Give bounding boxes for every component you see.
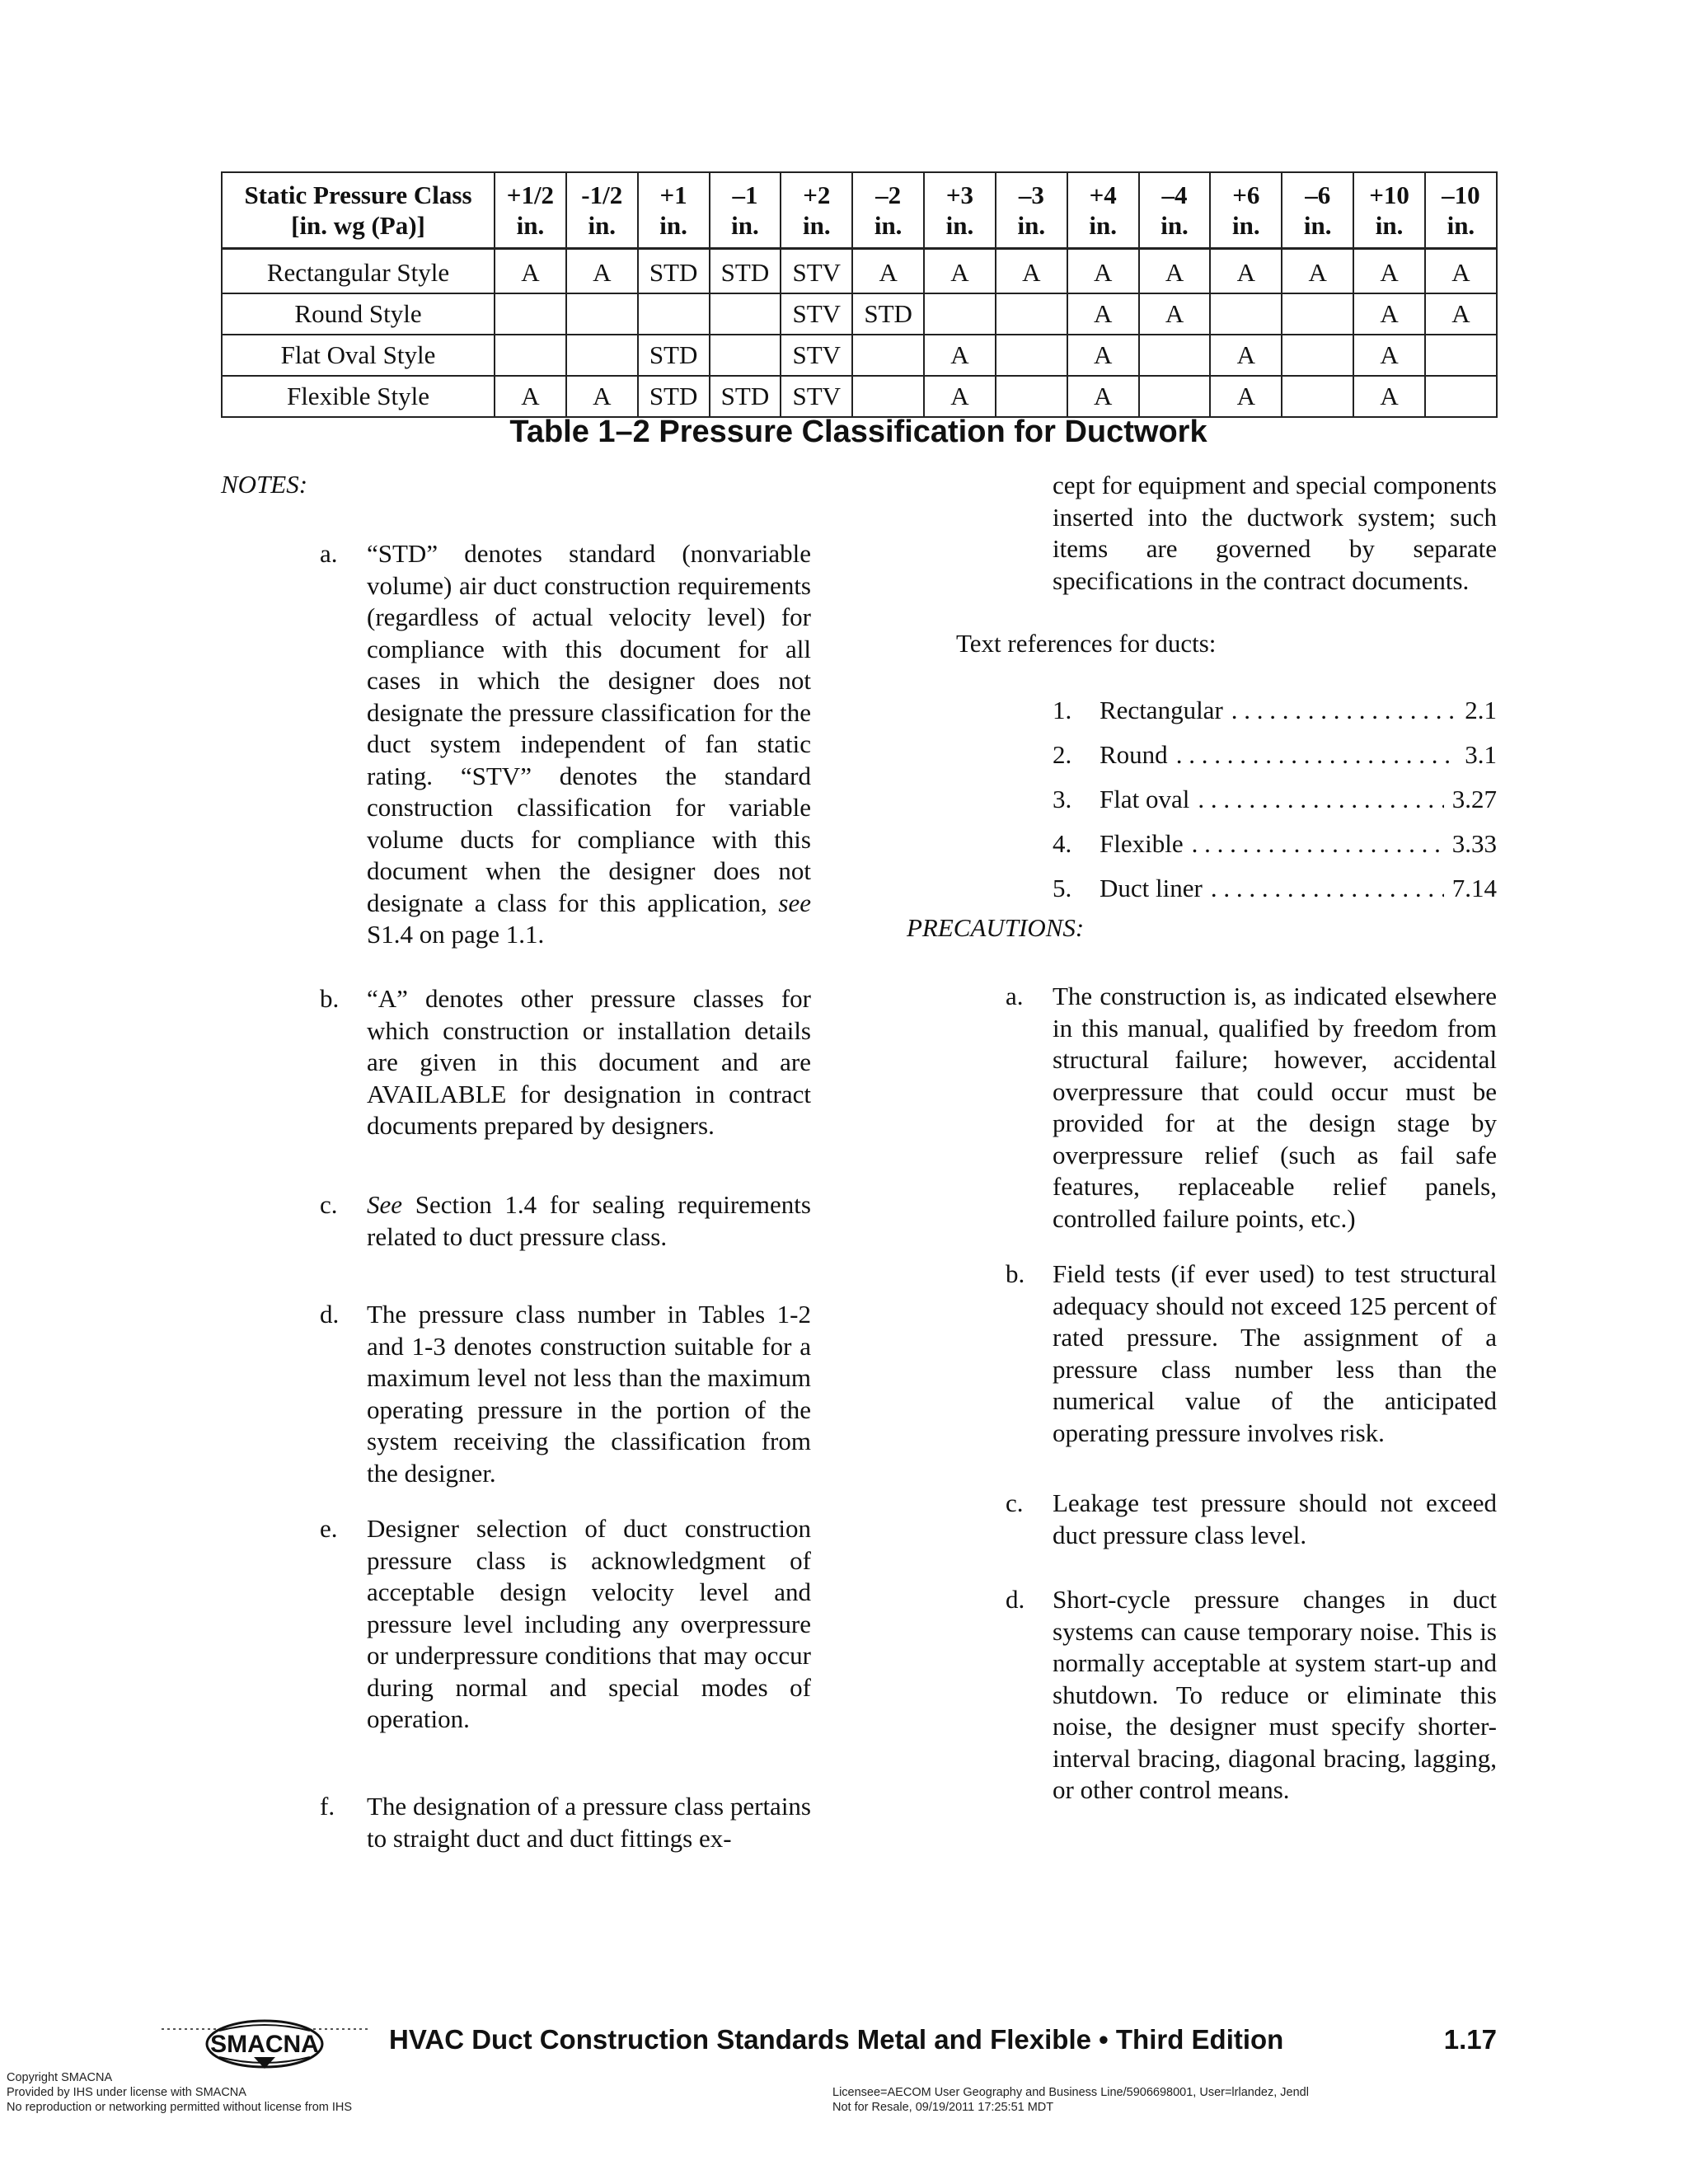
text-reference-item: 5. Duct liner . . . 7.14 — [1053, 874, 1497, 907]
table-cell — [1282, 293, 1353, 335]
table-cell: STD — [710, 376, 781, 417]
smacna-logo-text: SMACNA — [210, 2031, 319, 2058]
note-marker: a. — [320, 539, 338, 568]
table-cell: A — [852, 249, 924, 294]
table-cell — [1210, 293, 1282, 335]
table-cell: A — [1139, 249, 1211, 294]
text-reference-item: 1. Rectangular . . . 2.1 — [1053, 696, 1497, 729]
header-static-pressure-class: Static Pressure Class [in. wg (Pa)] — [222, 172, 495, 249]
precaution-marker: d. — [1006, 1585, 1025, 1614]
table-cell: STV — [781, 335, 852, 376]
table-cell: A — [1067, 335, 1139, 376]
table-cell — [710, 293, 781, 335]
row-label: Flat Oval Style — [222, 335, 495, 376]
precautions-label: PRECAUTIONS: — [907, 913, 1085, 942]
table-cell — [566, 335, 638, 376]
header-col-5: –2 in. — [852, 172, 924, 249]
table-cell: A — [1067, 376, 1139, 417]
table-cell: A — [1067, 293, 1139, 335]
header-col-12: +10 in. — [1353, 172, 1425, 249]
text-reference-item: 3. Flat oval . . . 3.27 — [1053, 785, 1497, 818]
table-cell — [1425, 335, 1497, 376]
precaution-text: Short-cycle pressure changes in duct systems can cause temporary noise. This is normally acceptable at system start-up and shutdown. To reduce or eliminate this noise, the designer must specify shorter-interval bracing, diagonal bracing, lagging, or other control means. — [1053, 1585, 1497, 1804]
table-cell: A — [1353, 376, 1425, 417]
notes-label: NOTES: — [221, 470, 308, 499]
leader-dots — [1192, 829, 1444, 859]
table-cell: A — [495, 249, 566, 294]
table-row — [222, 249, 1497, 294]
precaution-text: Field tests (if ever used) to test structural adequacy should not exceed 125 percent of rated pressure. The assignment of a pressure class number less than the numerical value of the anticipated operating pressure involves risk. — [1053, 1259, 1497, 1447]
table-cell: A — [924, 335, 996, 376]
table-cell — [566, 293, 638, 335]
table-header-row — [222, 172, 1497, 249]
row-label: Round Style — [222, 293, 495, 335]
table-cell: A — [996, 249, 1067, 294]
note-text: The designation of a pressure class pertains to straight duct and duct fittings ex- — [367, 1792, 811, 1853]
table-row — [222, 376, 1497, 417]
table-cell — [495, 293, 566, 335]
table-cell: A — [1425, 249, 1497, 294]
table-cell: A — [1353, 293, 1425, 335]
note-text: Designer selection of duct construction pressure class is acknowledgment of acceptable design velocity level and pressure level including any overpressure or underpressure conditions that may occur during normal and special modes of operation. — [367, 1514, 811, 1733]
note-marker: e. — [320, 1514, 338, 1543]
table-cell: A — [566, 249, 638, 294]
precaution-marker: c. — [1006, 1488, 1024, 1517]
table-cell: A — [1139, 293, 1211, 335]
leader-dots — [1176, 740, 1457, 770]
header-col-1: -1/2 in. — [566, 172, 638, 249]
text-reference-item: 4. Flexible . . . 3.33 — [1053, 829, 1497, 862]
leader-dots — [1211, 874, 1444, 903]
footer-title: HVAC Duct Construction Standards Metal and Flexible • Third Edition — [389, 2024, 1284, 2055]
table-cell: STD — [638, 376, 710, 417]
table-cell — [710, 335, 781, 376]
table-cell — [495, 335, 566, 376]
table-cell: A — [924, 249, 996, 294]
table-cell: STD — [852, 293, 924, 335]
note-marker: f. — [320, 1792, 335, 1821]
header-col-3: –1 in. — [710, 172, 781, 249]
table-cell: STD — [638, 249, 710, 294]
table-cell: STV — [781, 376, 852, 417]
table-cell: A — [495, 376, 566, 417]
table-cell — [1139, 376, 1211, 417]
table-cell: A — [924, 376, 996, 417]
text-reference-item: 2. Round . . . 3.1 — [1053, 740, 1497, 773]
table-cell: A — [1210, 335, 1282, 376]
header-col-2: +1 in. — [638, 172, 710, 249]
header-col-4: +2 in. — [781, 172, 852, 249]
table-cell: A — [1210, 376, 1282, 417]
note-text: The pressure class number in Tables 1-2 and 1-3 denotes construction suitable for a maximum level not less than the maximum operating pressure in the portion of the system receiving the classification from the designer. — [367, 1300, 811, 1488]
note-text: See Section 1.4 for sealing requirements related to duct pressure class. — [367, 1190, 811, 1251]
text-references-intro: Text references for ducts: — [956, 629, 1217, 658]
table-cell — [996, 335, 1067, 376]
header-col-13: –10 in. — [1425, 172, 1497, 249]
note-text: “A” denotes other pressure classes for which construction or installation details are given in this document and are AVAILABLE for designation in contract documents prepared by designers. — [367, 984, 811, 1140]
footer-left-notice: Copyright SMACNA Provided by IHS under license with SMACNA No reproduction or networking permitted without license from IHS — [7, 2071, 353, 2114]
leader-dots — [1198, 785, 1443, 814]
leader-dots — [1231, 696, 1456, 725]
pressure-class-table — [221, 171, 1498, 418]
header-col-11: –6 in. — [1282, 172, 1353, 249]
header-col-0: +1/2 in. — [495, 172, 566, 249]
precaution-text: The construction is, as indicated elsewhere in this manual, qualified by freedom from structural failure; however, accidental overpressure that could occur must be provided for at the design stage by overpressure relief (such as fail safe features, replaceable relief panels, controlled failure points, etc.) — [1053, 982, 1497, 1233]
smacna-logo — [162, 2019, 368, 2069]
table-caption: Table 1–2 Pressure Classification for Ductwork — [509, 415, 1207, 449]
footer-right-notice: Licensee=AECOM User Geography and Business Line/5906698001, User=lrlandez, Jendl Not for Resale, 09/19/2011 17:25:51 MDT — [832, 2086, 1309, 2114]
header-col-7: –3 in. — [996, 172, 1067, 249]
precaution-marker: a. — [1006, 982, 1024, 1010]
table-cell: STD — [710, 249, 781, 294]
table-cell: A — [566, 376, 638, 417]
table-cell — [1282, 376, 1353, 417]
table-cell: A — [1282, 249, 1353, 294]
table-cell — [1282, 335, 1353, 376]
header-col-6: +3 in. — [924, 172, 996, 249]
table-cell: A — [1353, 335, 1425, 376]
row-label: Flexible Style — [222, 376, 495, 417]
note-marker: d. — [320, 1300, 340, 1329]
table-cell — [1425, 376, 1497, 417]
table-cell — [638, 293, 710, 335]
precaution-marker: b. — [1006, 1259, 1025, 1288]
header-col-10: +6 in. — [1210, 172, 1282, 249]
table-cell: A — [1067, 249, 1139, 294]
table-cell: A — [1425, 293, 1497, 335]
note-marker: b. — [320, 984, 340, 1013]
table-cell: STV — [781, 293, 852, 335]
table-row — [222, 293, 1497, 335]
table-cell: STV — [781, 249, 852, 294]
header-col-8: +4 in. — [1067, 172, 1139, 249]
row-label: Rectangular Style — [222, 249, 495, 294]
table-row — [222, 335, 1497, 376]
page-number: 1.17 — [1443, 2024, 1497, 2055]
note-text: “STD” denotes standard (nonvariable volume) air duct construction requirements (regardless of actual velocity level) for compliance with this document for all cases in which the designer does not designate the pressure classification for the duct system independent of fan static rating. “STV” denotes the standard construction classification for variable volume ducts for compliance with this document when the designer does not designate a class for this application, see S1.4 on page 1.1. — [367, 539, 811, 949]
table-cell — [852, 335, 924, 376]
table-cell — [996, 376, 1067, 417]
table-cell: A — [1353, 249, 1425, 294]
table-cell: A — [1210, 249, 1282, 294]
table-cell — [924, 293, 996, 335]
note-f-continuation: cept for equipment and special components inserted into the ductwork system; such items are governed by separate specifications in the contract documents. — [1053, 471, 1497, 595]
table-cell: STD — [638, 335, 710, 376]
table-cell — [996, 293, 1067, 335]
table-cell — [852, 376, 924, 417]
precaution-text: Leakage test pressure should not exceed duct pressure class level. — [1053, 1488, 1497, 1549]
note-marker: c. — [320, 1190, 338, 1219]
table-cell — [1139, 335, 1211, 376]
header-col-9: –4 in. — [1139, 172, 1211, 249]
